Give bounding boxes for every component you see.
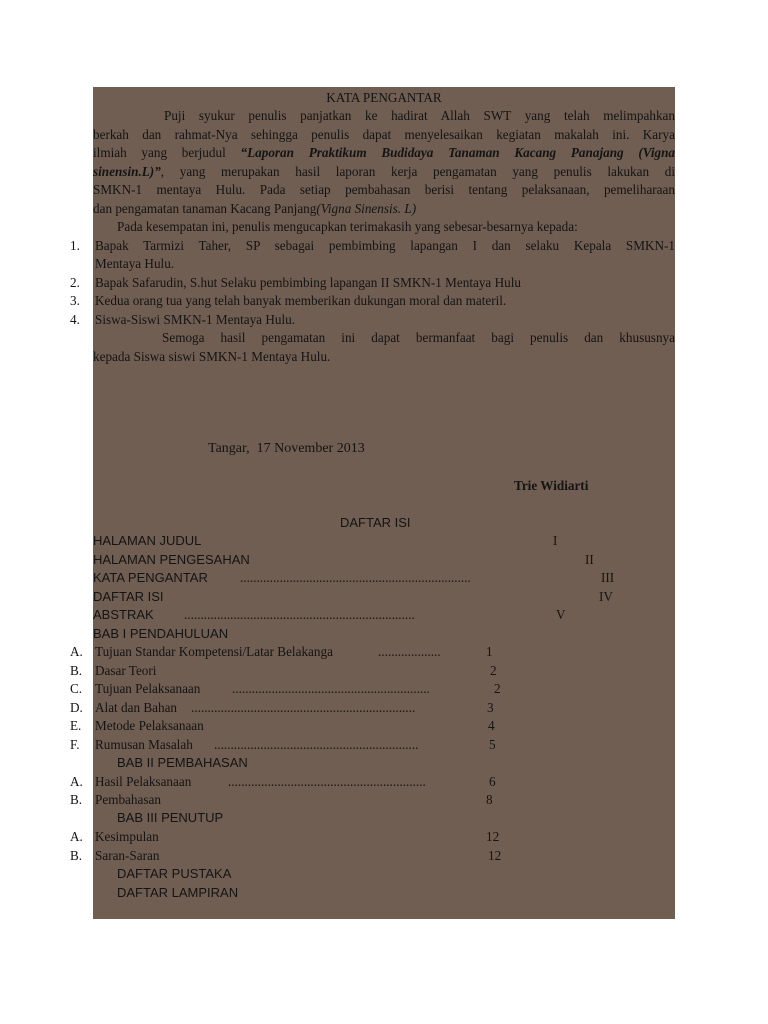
- list-number: 3.: [70, 293, 80, 308]
- toc-dots: ............................................................: [232, 681, 430, 696]
- toc-chapter: BAB II PEMBAHASAN: [117, 755, 248, 770]
- toc-page: 4: [488, 718, 495, 733]
- toc-page: 12: [488, 848, 502, 863]
- toc-label: ABSTRAK: [93, 607, 154, 622]
- toc-item-label: Saran-Saran: [95, 848, 160, 863]
- toc-item-letter: F.: [70, 737, 80, 752]
- list-item: Kedua orang tua yang telah banyak memberikan dukungan moral dan materil.: [95, 293, 507, 308]
- toc-item-letter: A.: [70, 829, 83, 844]
- paragraph-line: SMKN-1 mentaya Hulu. Pada setiap pembahasan berisi tentang pelaksanaan, pemeliharaan: [93, 182, 675, 197]
- paragraph-text: , yang merupakan hasil laporan kerja pengamatan yang penulis lakukan di: [160, 164, 675, 179]
- toc-dots: ............................................................: [228, 774, 426, 789]
- toc-item-letter: D.: [70, 700, 83, 715]
- toc-daftar-pustaka: DAFTAR PUSTAKA: [117, 866, 232, 881]
- paragraph-line: kepada Siswa siswi SMKN-1 Mentaya Hulu.: [93, 349, 331, 364]
- list-item: Mentaya Hulu.: [95, 256, 175, 271]
- paragraph-line: [93, 164, 675, 180]
- list-number: 1.: [70, 238, 80, 253]
- toc-page: 12: [486, 829, 500, 844]
- report-title: “Laporan Praktikum Budidaya Tanaman Kacang Panajang (Vigna: [240, 145, 676, 160]
- toc-item-label: Kesimpulan: [95, 829, 159, 844]
- toc-page: 5: [489, 737, 496, 752]
- toc-daftar-lampiran: DAFTAR LAMPIRAN: [117, 885, 239, 900]
- species-name: (Vigna Sinensis. L): [316, 201, 417, 216]
- place-date: Tangar, 17 November 2013: [208, 441, 365, 456]
- toc-page: 8: [486, 792, 493, 807]
- toc-dots: ...................: [378, 644, 441, 659]
- paragraph-line: berkah dan rahmat-Nya sehingga penulis dapat menyelesaikan kegiatan makalah ini. Karya: [93, 127, 675, 142]
- toc-page: II: [585, 552, 594, 567]
- paragraph-line: [93, 201, 416, 217]
- toc-label: KATA PENGANTAR: [93, 570, 208, 585]
- list-item: Siswa-Siswi SMKN-1 Mentaya Hulu.: [95, 312, 296, 327]
- toc-item-letter: B.: [70, 792, 83, 807]
- report-title: sinensin.L)”: [93, 164, 161, 179]
- list-item: Bapak Tarmizi Taher, SP sebagai pembimbing lapangan I dan selaku Kepala SMKN-1: [95, 238, 675, 253]
- toc-item-letter: A.: [70, 774, 83, 789]
- paragraph-line: Semoga hasil pengamatan ini dapat bermanfaat bagi penulis dan khususnya: [162, 330, 675, 345]
- toc-item-label: Pembahasan: [95, 792, 161, 807]
- paragraph-line: Pada kesempatan ini, penulis mengucapkan terimakasih yang sebesar-besarnya kepada:: [117, 219, 578, 234]
- toc-item-label: Alat dan Bahan: [95, 700, 178, 715]
- toc-dots: ....................................................................: [191, 700, 416, 715]
- toc-item-letter: E.: [70, 718, 82, 733]
- toc-page: 6: [489, 774, 496, 789]
- toc-label: HALAMAN PENGESAHAN: [93, 552, 250, 567]
- toc-chapter: BAB III PENUTUP: [117, 810, 224, 825]
- toc-page: IV: [599, 589, 613, 604]
- toc-item-label: Tujuan Standar Kompetensi/Latar Belakanga: [95, 644, 333, 659]
- kata-pengantar-title: KATA PENGANTAR: [326, 90, 442, 105]
- toc-page: III: [601, 570, 615, 585]
- toc-item-label: Metode Pelaksanaan: [95, 718, 204, 733]
- author-name: Trie Widiarti: [514, 478, 589, 493]
- paragraph-line: [93, 145, 675, 161]
- toc-item-label: Hasil Pelaksanaan: [95, 774, 192, 789]
- toc-page: 1: [486, 644, 493, 659]
- toc-dots: ..............................................................: [214, 737, 419, 752]
- paragraph-line: Puji syukur penulis panjatkan ke hadirat Allah SWT yang telah melimpahkan: [164, 108, 675, 123]
- toc-chapter: BAB I PENDAHULUAN: [93, 626, 229, 641]
- toc-page: 3: [487, 700, 494, 715]
- toc-item-letter: B.: [70, 848, 83, 863]
- toc-item-letter: A.: [70, 644, 83, 659]
- list-number: 4.: [70, 312, 80, 327]
- toc-item-letter: C.: [70, 681, 83, 696]
- toc-label: HALAMAN JUDUL: [93, 533, 202, 548]
- toc-item-letter: B.: [70, 663, 83, 678]
- toc-item-label: Dasar Teori: [95, 663, 157, 678]
- list-number: 2.: [70, 275, 80, 290]
- toc-label: DAFTAR ISI: [93, 589, 164, 604]
- daftar-isi-title: DAFTAR ISI: [340, 515, 411, 530]
- toc-page: I: [553, 533, 558, 548]
- toc-page: 2: [490, 663, 497, 678]
- list-item: Bapak Safarudin, S.hut Selaku pembimbing lapangan II SMKN-1 Mentaya Hulu: [95, 275, 521, 290]
- paragraph-text: ilmiah yang berjudul: [93, 145, 241, 160]
- toc-item-label: Rumusan Masalah: [95, 737, 193, 752]
- toc-page: V: [556, 607, 566, 622]
- paragraph-text: dan pengamatan tanaman Kacang Panjang: [93, 201, 317, 216]
- toc-dots: ......................................................................: [184, 607, 415, 622]
- toc-page: 2: [494, 681, 501, 696]
- toc-dots: ......................................................................: [240, 570, 471, 585]
- toc-item-label: Tujuan Pelaksanaan: [95, 681, 201, 696]
